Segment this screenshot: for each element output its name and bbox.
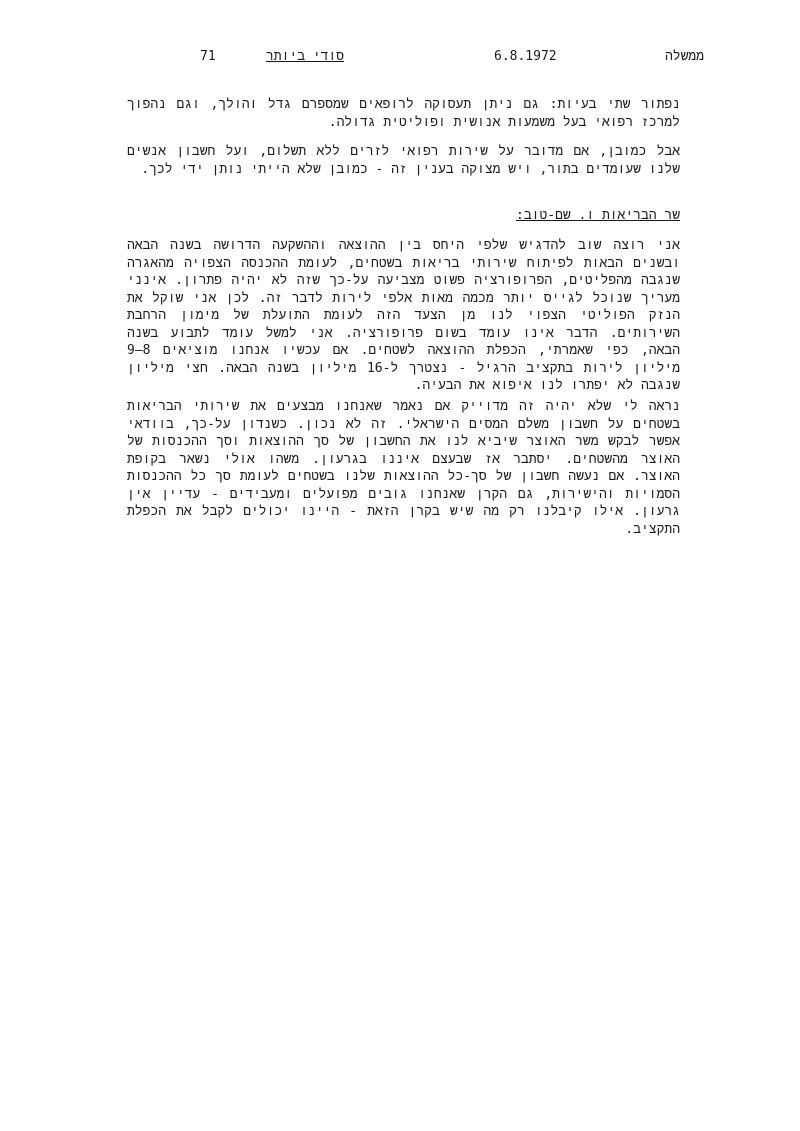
header-page-number: 71 bbox=[200, 49, 216, 64]
speaker-heading: שר הבריאות ו. שם-טוב: bbox=[516, 208, 680, 223]
paragraph-4 bbox=[127, 398, 680, 538]
paragraph-1-text: נפתור שתי בעיות: גם ניתן תעסוקה לרופאים שמספרם גדל והולך, וגם נהפוך למרכז רפואי בעל משמעות אנושית ופוליטית גדולה. bbox=[127, 97, 680, 130]
paragraph-4-text: נראה לי שלא יהיה זה מדוייק אם נאמר שאנחנו מבצעים את שירותי הבריאות בשטחים על חשבון משלם המסים הישראלי. זה לא נכון. כשנדון על-כך, בוודאי אפשר לבקש משר האוצר שיביא לנו את החשבון של סך ההוצאות וסך ההכנסות של האוצר מהשטחים. יסתבר אז שבעצם איננו בגרעון. משהו אולי נשאר בקופת האוצר. אם נעשה חשבון של סך-כל ההוצאות שלנו בשטחים לעומת סך כל ההכנסות הסמויות והישירות, גם הקרן שאנחנו גובים מפועלים ומעבידים - עדיין אין גרעון. אילו קיבלנו רק מה שיש בקרן הזאת - היינו יכולים לקבל את הכפלת התקציב. bbox=[127, 399, 680, 537]
header-date: 6.8.1972 bbox=[494, 49, 557, 64]
paragraph-2-text: אבל כמובן, אם מדובר על שירות רפואי לזרים ללא תשלום, ועל חשבון אנשים שלנו שעומדים בתור, ויש מצוקה בענין זה - כמובן שלא הייתי נותן ידי לכך. bbox=[127, 144, 680, 177]
paragraph-1 bbox=[127, 96, 680, 131]
paragraph-3-text: אני רוצה שוב להדגיש שלפי היחס בין ההוצאה וההשקעה הדרושה בשנה הבאה ובשנים הבאות לפיתוח שירותי בריאות בשטחים, לעומת ההכנסה הצפויה מהאגרה שנגבה מהפליטים, הפרופורציה פשוט מצביעה על-כך שזה לא יהיה פתרון. אינני מעריך שנוכל לגייס יותר מכמה מאות אלפי לירות לדבר זה. לכן אני שוקל את הנזק הפוליטי הצפוי לנו מן הצעד הזה לעומת התועלת של מימון הרחבת השירותים. הדבר אינו עומד בשום פרופורציה. אני למשל עומד לתבוע בשנה הבאה, כפי שאמרתי, הכפלת ההוצאה לשטחים. אם עכשיו אנחנו מוציאים 8–9 מיליון לירות בתקציב הרגיל - נצטרך ל-16 מיליון בשנה הבאה. חצי מיליון שנגבה לא יפתרו לנו איפוא את הבעיה. bbox=[127, 238, 680, 393]
header-title: ממשלה bbox=[664, 49, 704, 64]
paragraph-3 bbox=[127, 237, 680, 395]
header-classification: סודי ביותר bbox=[266, 49, 345, 64]
paragraph-2 bbox=[127, 143, 680, 178]
